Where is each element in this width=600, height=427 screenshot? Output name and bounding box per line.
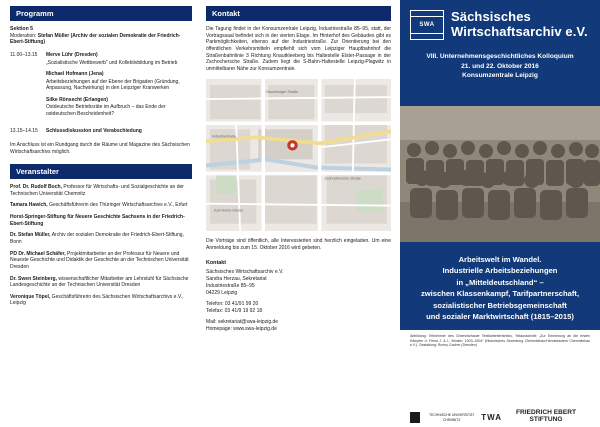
tu-square-icon xyxy=(410,412,420,423)
talk-speaker: Merve Lühr (Dresden) xyxy=(46,52,98,59)
sektion-label: Sektion 5 xyxy=(10,26,34,32)
list-item xyxy=(10,184,192,197)
list-item xyxy=(10,232,192,245)
talk-speaker: Michael Hofmann (Jena) xyxy=(46,71,104,78)
twa-logo xyxy=(481,413,502,423)
slot-time: 11.00–13.15 xyxy=(10,52,38,59)
talk-entry xyxy=(46,71,192,92)
talk-entry xyxy=(46,52,192,66)
brand-line-1: Sächsisches xyxy=(451,9,531,24)
brand-line-2: Wirtschaftsarchiv e.V. xyxy=(451,23,588,39)
theme-line-1: Arbeitswelt im Wandel. xyxy=(458,255,542,264)
kontakt-homepage[interactable]: Homepage: www.swa-leipzig.de xyxy=(206,325,277,332)
programm-slot-closing xyxy=(10,128,192,135)
kontakt-subheading: Kontakt xyxy=(206,259,227,266)
moderation-name: Stefan Müller (Archiv der sozialen Demokratie der Friedrich-Ebert-Stiftung) xyxy=(10,32,181,46)
talk-title: Arbeitsbeziehungen auf der Ebene der Brigaden (Gründung, Anpassung, Nachwirkung) in den Leipziger Kranwerken xyxy=(46,78,180,92)
talk-speaker: Silke Rönsecht (Erlangen) xyxy=(46,96,108,103)
veranstalter-text: Archiv der sozialen Demokratie der Friedrich-Ebert-Stiftung, Bonn xyxy=(10,232,184,245)
brand-row xyxy=(410,10,590,40)
veranstalter-name: Horst-Springer-Stiftung für Neuere Geschichte Sachsens in der Friedrich-Ebert-Stiftung xyxy=(10,214,185,227)
list-item xyxy=(10,251,192,271)
talk-title: Ostdeutsche Betriebsräte im Aufbruch – das Ende der ostdeutschen Bescheidenheit? xyxy=(46,104,166,117)
kontakt-person: Sandra Herzau, Sekretariat xyxy=(206,275,267,282)
veranstalter-name: Dr. Stefan Müller, xyxy=(10,232,51,239)
photo-caption: Abbildung: Teilnehmer des Chemnitzhauer Textilarbeiterstreiks, Teilausschnitt: „Zur Erinnerung an die ersten Kämpfer d. Firma J. & L. Brinkm. 1903–1904“ (Historisches Sammlung Chemnitzhau/Hennekastern Chemnitzhau e.V.). Gestaltung: Ronny Gocher (Dresden) xyxy=(410,334,590,348)
svg-text:Industriestraße: Industriestraße xyxy=(212,134,237,139)
svg-text:Zschochersche Straße: Zschochersche Straße xyxy=(324,177,361,182)
theme-line-4: zwischen Klassenkampf, Tarifpartnerschaft, xyxy=(420,289,580,299)
map-graphic xyxy=(206,79,391,231)
anmeldung-text: Die Vorträge sind öffentlich, alle Interessierten sind herzlich eingeladen. Um eine Anmeldung bis zum 15. Oktober 2016 wird gebeten. xyxy=(206,238,391,252)
list-item xyxy=(10,202,192,209)
event-line-1: VIII. Unternehmensgeschichtliches Kolloquium xyxy=(426,53,574,60)
title-banner xyxy=(400,0,600,106)
svg-text:Naumburger Straße: Naumburger Straße xyxy=(266,90,299,95)
fes-logo xyxy=(502,409,590,424)
column-title xyxy=(400,0,600,427)
veranstalter-text: Professor für Wirtschafts- und Sozialgeschichte an der Technischen Universität Chemnitz xyxy=(10,184,184,197)
talk-title: „Sozialistische Wettbewerb“ und Kollektivbildung im Betrieb xyxy=(46,59,178,66)
programm-header: Programm xyxy=(10,6,192,21)
theme-line-3: in „Mitteldeutschland“ – xyxy=(456,277,544,287)
programm-note: Im Anschluss ist ein Rundgang durch die Räume und Magazine des Sächsischen Wirtschaftsarchivs möglich. xyxy=(10,141,190,155)
slot-body xyxy=(46,52,192,122)
twa-label: TWA xyxy=(481,413,503,422)
veranstalter-text: Geschäftsführerin des Sächsischen Wirtschaftsarchivs e.V., Leipzig xyxy=(10,293,184,307)
programm-body xyxy=(10,26,192,155)
theme-line-5: sozialistischer Betriebsgemeinschaft xyxy=(433,300,567,310)
veranstalter-text: Projektmitarbeiter an der Professur für Neuere und Neueste Geschichte und Didaktik der Geschichte an der Technischen Universität Dresden xyxy=(10,250,189,270)
veranstalter-name: Dr. Swen Steinberg, xyxy=(10,275,57,282)
veranstalter-name: PD Dr. Michael Schäfer, xyxy=(10,250,66,257)
slot-text: Schlussdiskussion und Verabschiedung xyxy=(46,128,142,135)
theme-text xyxy=(410,254,590,322)
event-info xyxy=(410,52,590,81)
veranstalter-name: Veronique Töpel, xyxy=(10,293,51,300)
event-line-3: Konsumzentrale Leipzig xyxy=(462,72,538,80)
kontakt-fax: Telefax: 03 41/9 19 92 18 xyxy=(206,307,263,314)
photo-graphic xyxy=(400,106,600,242)
fes-label: FRIEDRICH EBERT STIFTUNG xyxy=(515,408,577,423)
kontakt-header: Kontakt xyxy=(206,6,391,21)
veranstalter-text: wissenschaftlicher Mitarbeiter am Lehrstuhl für Sächsische Landesgeschichte an der Technischen Universität Dresden xyxy=(10,275,189,289)
programm-slot xyxy=(10,52,192,122)
location-map[interactable] xyxy=(206,79,391,231)
anfahrt-text: Die Tagung findet in der Konsumzentrale Leipzig, Industriestraße 85–95, statt, der Vortragssaal befindet sich in der vierten Etage. Im Hinterhof des Gebäudes gibt es Parkmöglichkeiten, ebenso auf der Industriestraße. Zur Orientierung bei den öffentlichen Verkehrsmitteln empfiehlt sich vom Leipziger Hauptbahnhof die Straßenbahnlinie 3 Richtung Knautkleeberg bis Haltestelle Elster-Passage in der Zschochersche Straße. Zudem liegt die S-Bahn-Haltestelle Leipzig-Plagwitz in unmittelbarer Nähe zur Konsumzentrale. xyxy=(206,26,391,72)
historic-photo xyxy=(400,106,600,242)
talk-entry xyxy=(46,97,192,118)
swa-logo-icon xyxy=(410,10,444,40)
swa-logo-text: SWA xyxy=(419,22,435,28)
kontakt-mail[interactable]: Mail: sekretariat@swa-leipzig.de xyxy=(206,318,279,325)
moderation-label: Moderation: xyxy=(10,32,37,39)
veranstalter-name: Tamara Hawich, xyxy=(10,202,48,209)
veranstalter-text: Geschäftsführerin des Thüringer Wirtschaftsarchivs e.V., Erfurt xyxy=(47,202,188,209)
tu-chemnitz-label: TECHNISCHE UNIVERSITÄT CHEMNITZ xyxy=(429,413,475,422)
svg-text:Karl-Heine-Straße: Karl-Heine-Straße xyxy=(214,209,244,214)
brand-name xyxy=(451,10,588,39)
list-item xyxy=(10,276,192,289)
kontakt-address xyxy=(206,269,391,333)
tu-chemnitz-logo xyxy=(410,412,481,423)
sponsor-logos xyxy=(400,409,600,424)
kontakt-city: 04229 Leipzig xyxy=(206,289,238,296)
veranstalter-list xyxy=(10,184,192,307)
kontakt-org: Sächsisches Wirtschaftsarchiv e.V. xyxy=(206,268,284,275)
kontakt-street: Industriestraße 85–95 xyxy=(206,282,255,289)
veranstalter-header: Veranstalter xyxy=(10,164,192,179)
list-item xyxy=(10,294,192,307)
veranstalter-name: Prof. Dr. Rudolf Boch, xyxy=(10,184,62,191)
slot-time: 13.15–14.15 xyxy=(10,128,38,135)
theme-line-6: und sozialer Marktwirtschaft (1815–2015) xyxy=(426,311,574,321)
column-kontakt xyxy=(200,0,400,427)
theme-line-2: Industrielle Arbeitsbeziehungen xyxy=(442,266,558,276)
theme-banner xyxy=(400,242,600,330)
list-item xyxy=(10,214,192,227)
event-line-2: 21. und 22. Oktober 2016 xyxy=(461,62,539,70)
kontakt-phone: Telefon: 03 41/91 99 20 xyxy=(206,300,259,307)
column-programm xyxy=(0,0,200,427)
moderation-line xyxy=(10,33,192,46)
